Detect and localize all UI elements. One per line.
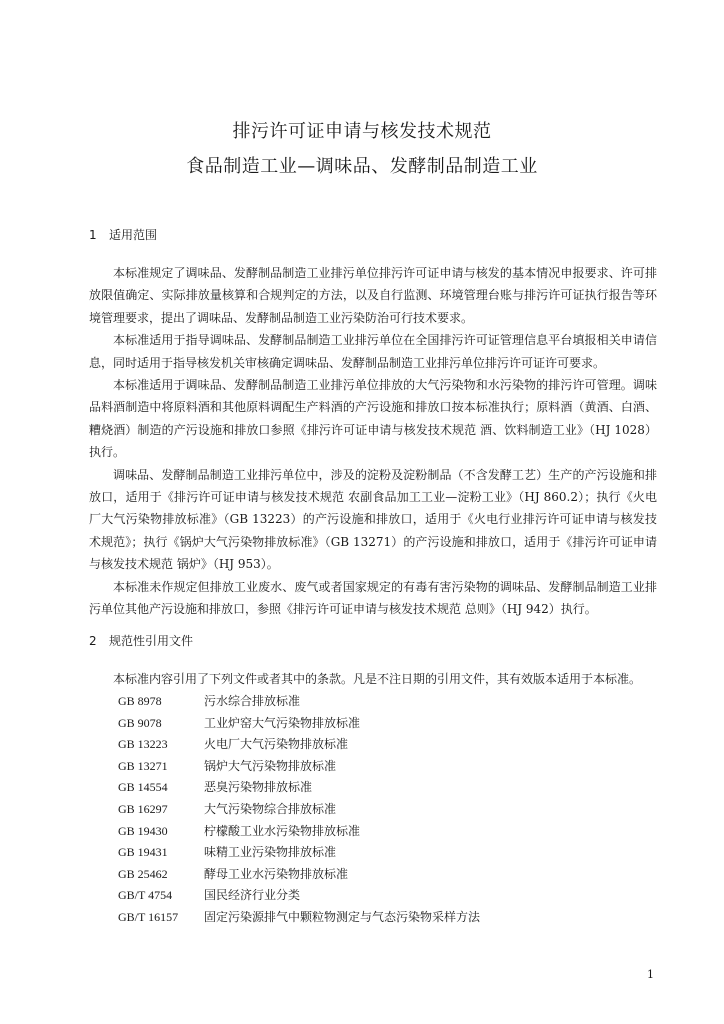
reference-title: 固定污染源排气中颗粒物测定与气态污染物采样方法: [204, 909, 481, 924]
section-title: 适用范围: [109, 228, 158, 242]
reference-title: 污水综合排放标准: [204, 694, 301, 708]
reference-title: 锅炉大气污染物排放标准: [204, 758, 337, 773]
paragraph: 本标准适用于调味品、发酵制品制造工业排污单位排放的大气污染物和水污染物的排污许可管理。调味品料酒制造中将原料酒和其他原料调配生产料酒的产污设施和排放口按本标准执行；原料酒（黄酒、白酒、糟烧酒）制造的产污设施和排放口参照《排污许可证申请与核发技术规范 酒、饮料制造工业》（HJ 1028）执行。: [89, 378, 657, 460]
reference-item: [118, 885, 480, 907]
reference-title: 柠檬酸工业水污染物排放标准: [204, 823, 361, 838]
reference-title: 味精工业污染物排放标准: [204, 845, 337, 860]
reference-code: GB 16297: [118, 801, 168, 816]
section-2-heading: [89, 632, 193, 649]
reference-code: GB 19430: [118, 823, 168, 838]
paragraph: 调味品、发酵制品制造工业排污单位中，涉及的淀粉及淀粉制品（不含发酵工艺）生产的产污设施和排放口，适用于《排污许可证申请与核发技术规范 农副食品加工工业—淀粉工业》（HJ 860.2）；执行《火电厂大气污染物排放标准》（GB 13223）的产污设施和排放口，适用于《火电行业排污许可证申请与核发技术规范》；执行《锅炉大气污染物排放标准》（GB 13271）的产污设施和排放口，适用于《排污许可证申请与核发技术规范 锅炉》（HJ 953）。: [89, 467, 657, 572]
section-number: 2: [89, 634, 97, 648]
document-subtitle: 食品制造工业—调味品、发酵制品制造工业: [186, 156, 538, 177]
reference-code: GB 25462: [118, 866, 168, 881]
reference-item: [118, 734, 480, 756]
reference-item: [118, 756, 480, 778]
section-title: 规范性引用文件: [109, 634, 194, 648]
section-2-intro: 本标准内容引用了下列文件或者其中的条款。凡是不注日期的引用文件，其有效版本适用于本标准。: [113, 672, 642, 686]
reference-item: [118, 713, 480, 735]
section-1-heading: [89, 226, 157, 243]
paragraph: 本标准规定了调味品、发酵制品制造工业排污单位排污许可证申请与核发的基本情况申报要求、许可排放限值确定、实际排放量核算和合规判定的方法，以及自行监测、环境管理台账与排污许可证执行报告等环境管理要求，提出了调味品、发酵制品制造工业污染防治可行技术要求。: [89, 266, 657, 325]
reference-code: GB 14554: [118, 780, 168, 795]
paragraph: 本标准适用于指导调味品、发酵制品制造工业排污单位在全国排污许可证管理信息平台填报相关申请信息，同时适用于指导核发机关审核确定调味品、发酵制品制造工业排污单位排污许可证许可要求。: [89, 333, 657, 370]
reference-item: [118, 821, 480, 843]
paragraph: 本标准未作规定但排放工业废水、废气或者国家规定的有毒有害污染物的调味品、发酵制品制造工业排污单位其他产污设施和排放口，参照《排污许可证申请与核发技术规范 总则》（HJ 942）执行。: [89, 579, 657, 617]
reference-code: GB/T 4754: [118, 888, 173, 903]
page-number: 1: [647, 968, 654, 981]
document-title: 排污许可证申请与核发技术规范: [232, 121, 492, 142]
reference-code: GB 8978: [118, 694, 162, 708]
reference-item: [118, 907, 480, 929]
reference-code: GB/T 16157: [118, 909, 179, 924]
reference-title: 大气污染物综合排放标准: [204, 801, 337, 816]
reference-code: GB 13223: [118, 737, 168, 752]
reference-item: [118, 691, 480, 713]
reference-title: 国民经济行业分类: [204, 888, 301, 903]
section-1-body: [89, 262, 657, 621]
reference-item: [118, 777, 480, 799]
reference-code: GB 9078: [118, 715, 162, 730]
reference-item: [118, 864, 480, 886]
section-number: 1: [89, 228, 97, 242]
reference-item: [118, 842, 480, 864]
reference-code: GB 13271: [118, 758, 168, 773]
reference-list: [118, 691, 480, 929]
reference-title: 火电厂大气污染物排放标准: [204, 737, 349, 752]
reference-code: GB 19431: [118, 845, 168, 860]
reference-title: 工业炉窑大气污染物排放标准: [204, 715, 361, 730]
reference-title: 酵母工业水污染物排放标准: [204, 866, 349, 881]
reference-title: 恶臭污染物排放标准: [204, 780, 313, 795]
reference-item: [118, 799, 480, 821]
